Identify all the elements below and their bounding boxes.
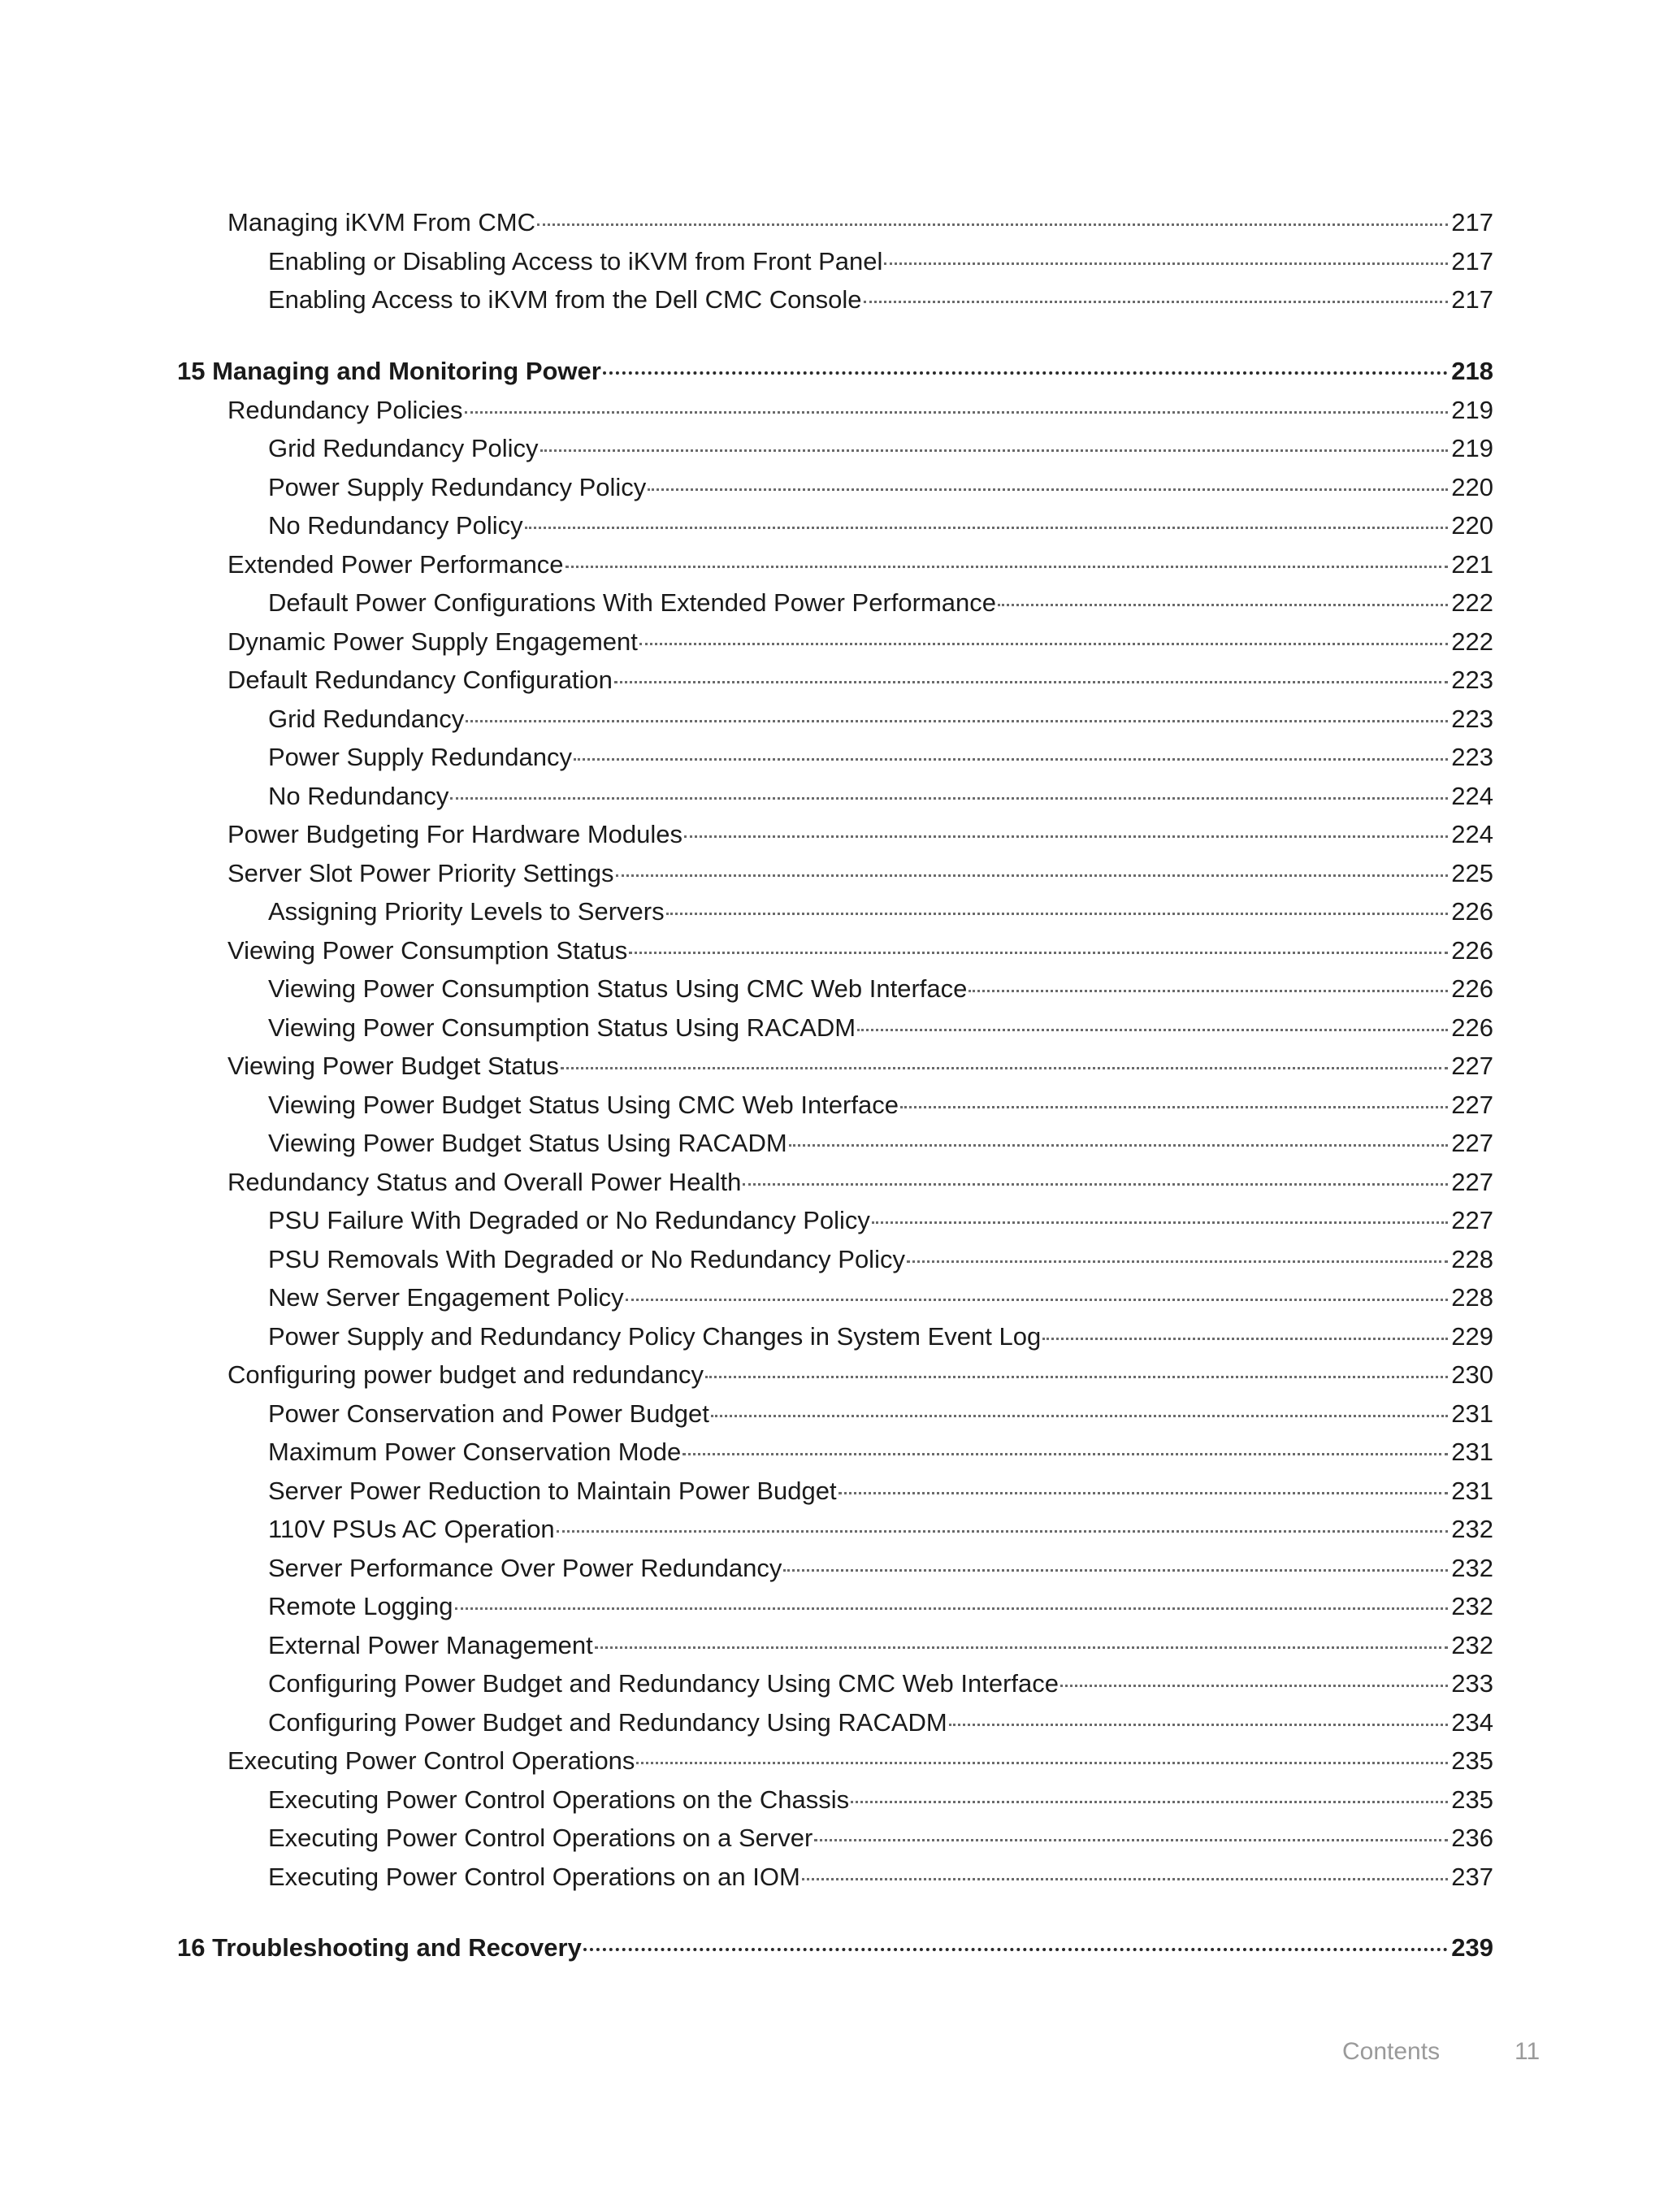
dot-leader [711, 1415, 1448, 1417]
dot-leader [648, 488, 1448, 491]
dot-leader [525, 527, 1449, 529]
toc-entry-title: Executing Power Control Operations on the Chassis [268, 1785, 850, 1814]
toc-entry-page-number: 223 [1451, 666, 1493, 694]
toc-entry-title: Viewing Power Budget Status [228, 1052, 559, 1080]
toc-entry[interactable] [177, 854, 1493, 893]
toc-entry-page-number: 231 [1451, 1399, 1493, 1428]
toc-entry-title: External Power Management [268, 1630, 593, 1659]
toc-entry-title: Power Supply Redundancy Policy [268, 472, 647, 501]
toc-entry[interactable] [177, 1240, 1493, 1279]
toc-entry[interactable] [177, 583, 1493, 622]
toc-entry-title: Power Supply Redundancy [268, 743, 572, 771]
toc-entry-title: PSU Removals With Degraded or No Redundancy Policy [268, 1244, 905, 1273]
toc-entry[interactable] [177, 1819, 1493, 1858]
toc-entry-page-number: 223 [1451, 704, 1493, 733]
dot-leader [595, 1646, 1449, 1649]
toc-entry[interactable] [177, 468, 1493, 507]
dot-leader [949, 1724, 1449, 1726]
toc-entry-title: 110V PSUs AC Operation [268, 1515, 555, 1543]
toc-entry-page-number: 222 [1451, 588, 1493, 617]
toc-entry[interactable] [177, 1472, 1493, 1511]
toc-entry-page-number: 226 [1451, 1013, 1493, 1042]
toc-entry-page-number: 234 [1451, 1707, 1493, 1737]
toc-entry-page-number: 226 [1451, 974, 1493, 1003]
toc-entry-title: Viewing Power Consumption Status [228, 935, 628, 965]
toc-entry-title: Executing Power Control Operations [228, 1746, 635, 1775]
toc-entry[interactable] [177, 969, 1493, 1008]
dot-leader [884, 262, 1448, 265]
toc-entry-title: Viewing Power Consumption Status Using RACADM [268, 1013, 856, 1042]
toc-entry[interactable] [177, 1086, 1493, 1125]
toc-entry-page-number: 226 [1451, 935, 1493, 965]
toc-entry[interactable] [177, 1124, 1493, 1163]
toc-entry-page-number: 235 [1451, 1746, 1493, 1775]
toc-entry-page-number: 227 [1451, 1052, 1493, 1080]
toc-entry[interactable] [177, 1355, 1493, 1394]
toc-entry-page-number: 232 [1451, 1630, 1493, 1659]
dot-leader [639, 643, 1448, 645]
toc-entry-page-number: 233 [1451, 1669, 1493, 1698]
dot-leader [743, 1183, 1448, 1186]
dot-leader [857, 1029, 1448, 1031]
dot-leader [705, 1376, 1448, 1378]
footer-page-number: 11 [1514, 2038, 1540, 2065]
toc-entry-title: Redundancy Policies [228, 395, 463, 424]
toc-entry-page-number: 223 [1451, 743, 1493, 771]
toc-entry-title: Enabling or Disabling Access to iKVM from Front Panel [268, 246, 883, 275]
toc-entry-title: Assigning Priority Levels to Servers [268, 897, 665, 926]
toc-entry[interactable] [177, 1587, 1493, 1626]
toc-entry[interactable] [177, 1664, 1493, 1703]
toc-entry-title: Viewing Power Budget Status Using RACADM [268, 1129, 787, 1157]
dot-leader [465, 411, 1449, 414]
dot-leader [802, 1878, 1448, 1880]
dot-leader [682, 1453, 1448, 1455]
dot-leader [614, 681, 1448, 683]
toc-entry-title: Configuring Power Budget and Redundancy Using RACADM [268, 1707, 947, 1737]
toc-entry-title: Remote Logging [268, 1592, 453, 1620]
toc-entry-title: Power Supply and Redundancy Policy Changes in System Event Log [268, 1321, 1042, 1351]
toc-entry-title: Configuring Power Budget and Redundancy Using CMC Web Interface [268, 1669, 1060, 1698]
dot-leader [666, 913, 1449, 915]
toc-entry-page-number: 227 [1451, 1206, 1493, 1234]
toc-entry-page-number: 232 [1451, 1592, 1493, 1620]
toc-entry-title: 16 Troubleshooting and Recovery [177, 1933, 582, 1962]
dot-leader [851, 1801, 1448, 1803]
toc-entry-page-number: 235 [1451, 1785, 1493, 1814]
dot-leader [561, 1067, 1448, 1069]
table-of-contents [177, 203, 1493, 1967]
toc-entry[interactable] [177, 931, 1493, 970]
toc-entry-title: Managing iKVM From CMC [228, 208, 535, 236]
toc-entry-title: Power Budgeting For Hardware Modules [228, 820, 682, 848]
dot-leader [783, 1569, 1448, 1572]
dot-leader [566, 566, 1449, 568]
dot-leader [626, 1299, 1449, 1301]
toc-entry-page-number: 217 [1451, 208, 1493, 236]
toc-entry-page-number: 222 [1451, 627, 1493, 656]
toc-entry[interactable] [177, 1626, 1493, 1665]
toc-entry-title: Viewing Power Budget Status Using CMC Web Interface [268, 1090, 899, 1119]
toc-entry[interactable] [177, 1780, 1493, 1819]
toc-entry[interactable] [177, 1163, 1493, 1202]
toc-entry-title: Executing Power Control Operations on a Server [268, 1824, 813, 1852]
toc-entry-title: Server Performance Over Power Redundancy [268, 1553, 782, 1582]
toc-entry[interactable] [177, 892, 1493, 931]
toc-entry[interactable] [177, 1278, 1493, 1317]
toc-entry-title: Grid Redundancy Policy [268, 434, 539, 462]
toc-entry-title: Viewing Power Consumption Status Using CMC Web Interface [268, 974, 968, 1003]
dot-leader [864, 301, 1449, 303]
toc-entry-page-number: 227 [1451, 1129, 1493, 1157]
toc-entry[interactable] [177, 1510, 1493, 1549]
toc-entry-page-number: 217 [1451, 285, 1493, 314]
toc-entry[interactable] [177, 1201, 1493, 1240]
dot-leader [540, 449, 1449, 452]
toc-entry-title: PSU Failure With Degraded or No Redundancy Policy [268, 1206, 870, 1234]
toc-entry-title: New Server Engagement Policy [268, 1283, 624, 1312]
toc-entry[interactable] [177, 545, 1493, 584]
dot-leader [814, 1839, 1448, 1841]
toc-entry-page-number: 225 [1451, 858, 1493, 887]
dot-leader [450, 797, 1448, 800]
toc-entry-title: No Redundancy [268, 781, 449, 810]
toc-entry-page-number: 237 [1451, 1862, 1493, 1891]
toc-entry-page-number: 228 [1451, 1283, 1493, 1312]
dot-leader [455, 1607, 1449, 1610]
dot-leader [872, 1221, 1448, 1224]
toc-entry-page-number: 224 [1451, 820, 1493, 848]
toc-entry-page-number: 219 [1451, 434, 1493, 462]
toc-entry[interactable] [177, 661, 1493, 700]
toc-entry[interactable] [177, 777, 1493, 816]
toc-entry-page-number: 221 [1451, 549, 1493, 579]
dot-leader [629, 952, 1448, 954]
toc-entry-page-number: 217 [1451, 246, 1493, 275]
toc-entry-page-number: 232 [1451, 1553, 1493, 1582]
toc-entry[interactable] [177, 506, 1493, 545]
dot-leader [466, 720, 1448, 722]
toc-chapter-entry[interactable] [177, 352, 1493, 391]
dot-leader [537, 223, 1448, 226]
toc-entry[interactable] [177, 1858, 1493, 1897]
toc-entry-title: Default Power Configurations With Extended Power Performance [268, 588, 996, 617]
toc-entry-title: Dynamic Power Supply Engagement [228, 627, 638, 656]
toc-entry-title: No Redundancy Policy [268, 511, 523, 540]
toc-entry-title: Extended Power Performance [228, 549, 564, 579]
toc-entry-title: Grid Redundancy [268, 704, 465, 733]
dot-leader [900, 1106, 1448, 1108]
dot-leader [968, 990, 1448, 992]
dot-leader [838, 1492, 1449, 1494]
toc-entry[interactable] [177, 1317, 1493, 1356]
toc-entry-page-number: 226 [1451, 897, 1493, 926]
toc-entry-page-number: 228 [1451, 1244, 1493, 1273]
toc-entry[interactable] [177, 1433, 1493, 1472]
toc-entry-title: Server Power Reduction to Maintain Power Budget [268, 1476, 837, 1505]
dot-leader [1060, 1685, 1448, 1687]
dot-leader [998, 604, 1448, 606]
dot-leader [789, 1144, 1449, 1147]
toc-entry[interactable] [177, 1394, 1493, 1433]
dot-leader [557, 1530, 1449, 1533]
toc-entry-page-number: 229 [1451, 1321, 1493, 1351]
toc-entry[interactable] [177, 738, 1493, 777]
toc-entry[interactable] [177, 1008, 1493, 1047]
toc-entry[interactable] [177, 280, 1493, 319]
toc-entry-page-number: 220 [1451, 511, 1493, 540]
toc-entry-title: 15 Managing and Monitoring Power [177, 356, 601, 385]
toc-entry-page-number: 230 [1451, 1360, 1493, 1389]
toc-entry[interactable] [177, 1703, 1493, 1742]
toc-entry-page-number: 232 [1451, 1515, 1493, 1543]
toc-entry-page-number: 231 [1451, 1438, 1493, 1466]
toc-entry-title: Enabling Access to iKVM from the Dell CMC Console [268, 285, 862, 314]
dot-leader [1042, 1338, 1448, 1340]
toc-entry-title: Redundancy Status and Overall Power Health [228, 1167, 742, 1196]
toc-entry[interactable] [177, 203, 1493, 242]
toc-chapter-entry[interactable] [177, 1928, 1493, 1967]
toc-entry[interactable] [177, 700, 1493, 739]
toc-entry[interactable] [177, 1741, 1493, 1780]
dot-leader [603, 371, 1448, 375]
toc-entry[interactable] [177, 1549, 1493, 1588]
toc-entry[interactable] [177, 622, 1493, 661]
toc-entry-title: Configuring power budget and redundancy [228, 1360, 704, 1389]
toc-entry-page-number: 224 [1451, 781, 1493, 810]
footer-section-label: Contents [1342, 2038, 1441, 2065]
toc-entry-page-number: 219 [1451, 395, 1493, 424]
toc-entry-title: Server Slot Power Priority Settings [228, 858, 614, 887]
toc-entry[interactable] [177, 815, 1493, 854]
toc-entry[interactable] [177, 429, 1493, 468]
toc-entry-title: Power Conservation and Power Budget [268, 1399, 709, 1428]
dot-leader [636, 1762, 1448, 1764]
dot-leader [907, 1260, 1448, 1263]
toc-entry[interactable] [177, 242, 1493, 281]
dot-leader [616, 874, 1449, 877]
toc-entry-page-number: 227 [1451, 1090, 1493, 1119]
dot-leader [583, 1948, 1448, 1951]
dot-leader [574, 758, 1448, 761]
dot-leader [684, 835, 1448, 838]
toc-entry-title: Maximum Power Conservation Mode [268, 1438, 682, 1466]
toc-entry-page-number: 218 [1451, 356, 1493, 385]
toc-entry[interactable] [177, 391, 1493, 430]
toc-entry-page-number: 220 [1451, 472, 1493, 501]
toc-entry-title: Executing Power Control Operations on an IOM [268, 1862, 800, 1891]
toc-entry[interactable] [177, 1047, 1493, 1086]
toc-entry-title: Default Redundancy Configuration [228, 666, 613, 694]
toc-entry-page-number: 227 [1451, 1167, 1493, 1196]
toc-entry-page-number: 231 [1451, 1476, 1493, 1505]
toc-entry-page-number: 239 [1451, 1933, 1493, 1962]
toc-entry-page-number: 236 [1451, 1824, 1493, 1852]
